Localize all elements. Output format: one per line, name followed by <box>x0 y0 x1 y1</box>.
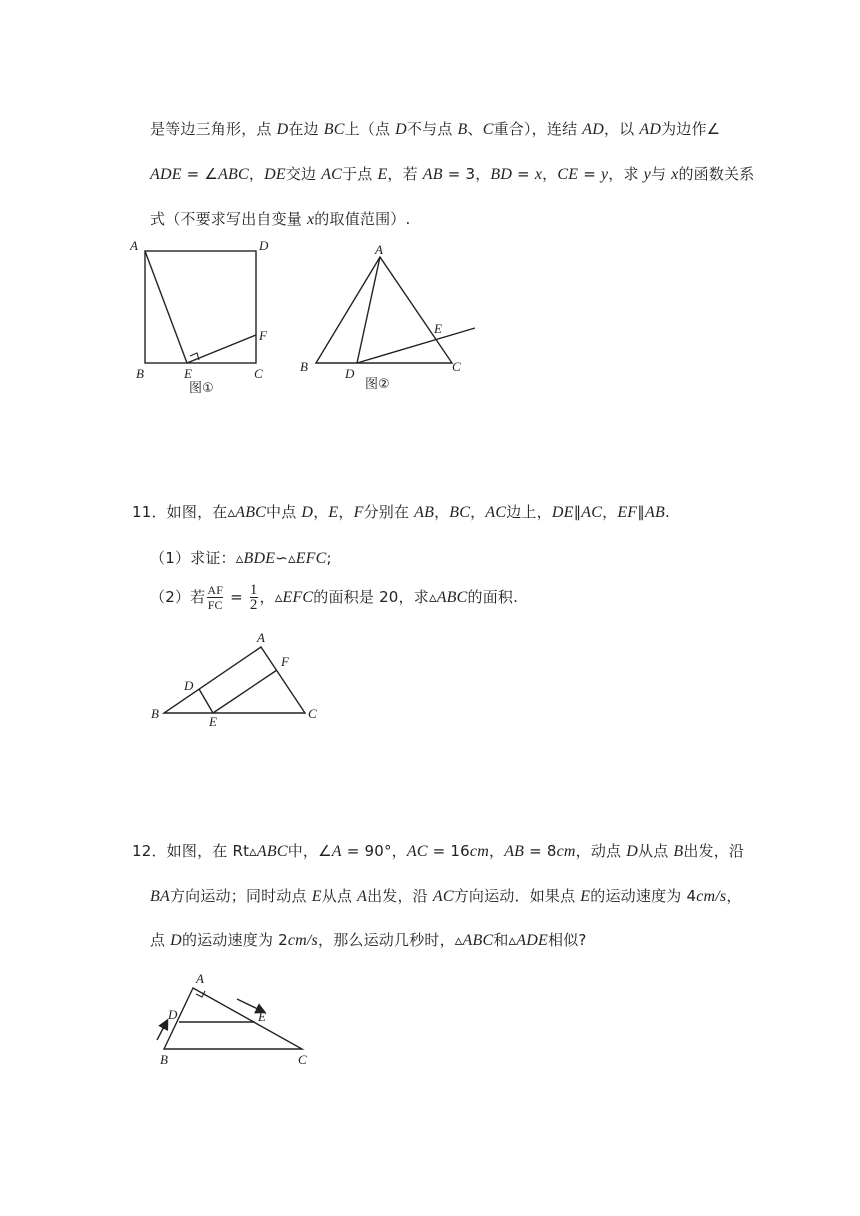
fig1-caption: 图① <box>189 381 214 396</box>
p11-label-D: D <box>184 678 194 693</box>
p12-line-2: BA方向运动；同时动点 E从点 A出发，沿 AC方向运动．如果点 E的运动速度为 4cm/s， <box>150 887 742 905</box>
fig1-label-B: B <box>136 366 144 381</box>
p11-line-1: 11．如图，在▵ABC中点 D，E，F分别在 AB，BC，AC边上，DE∥AC，EF∥AB. <box>132 503 670 521</box>
p11-label-E: E <box>209 714 217 729</box>
p12-line-3: 点 D的运动速度为 2cm/s，那么运动几秒时，▵ABC和▵ADE相似? <box>150 931 587 949</box>
p12-label-E: E <box>258 1009 266 1024</box>
p11-label-B: B <box>151 706 159 721</box>
fig2-label-E: E <box>434 321 442 336</box>
p12-label-C: C <box>298 1052 307 1067</box>
p11-line-3: （2）若 $\frac{AF}{FC}$ = $\frac{1}{2}$ ，▵EFC的面积是 20，求▵ABC的面积. <box>150 582 519 613</box>
fig2-label-C: C <box>452 359 461 374</box>
p10-line-2: ADE = ∠ABC，DE交边 AC于点 E，若 AB = 3，BD = x，CE = y，求 y与 x的函数关系 <box>150 165 755 183</box>
p11-label-A: A <box>257 630 265 645</box>
p10-line-3: 式（不要求写出自变量 x的取值范围）. <box>150 210 411 228</box>
fig2-label-B: B <box>300 359 308 374</box>
p11-line-2: （1）求证：▵BDE∽▵EFC; <box>150 549 332 567</box>
p12-label-A: A <box>196 971 204 986</box>
fig1-label-E: E <box>184 366 192 381</box>
p12-label-D: D <box>168 1007 178 1022</box>
p10-line-1: 是等边三角形，点 D在边 BC上（点 D不与点 B、C重合），连结 AD，以 AD为边作∠ <box>150 120 721 138</box>
fig1-label-A: A <box>130 238 138 253</box>
fig2-label-D: D <box>345 366 355 381</box>
fraction-af-fc: $\frac{AF}{FC}$ <box>207 583 224 612</box>
fig1-label-F: F <box>259 328 267 343</box>
p12-line-1: 12．如图，在 Rt▵ABC中，∠A = 90°，AC = 16cm，AB = 8cm，动点 D从点 B出发，沿 <box>132 842 745 860</box>
p11-label-C: C <box>308 706 317 721</box>
fig1-label-C: C <box>254 366 263 381</box>
p11-label-F: F <box>281 654 289 669</box>
fig2-caption: 图② <box>365 377 390 392</box>
p12-label-B: B <box>160 1052 168 1067</box>
fraction-one-half: $\frac{1}{2}$ <box>249 582 258 613</box>
fig1-label-D: D <box>259 238 269 253</box>
fig2-label-A: A <box>375 242 383 257</box>
